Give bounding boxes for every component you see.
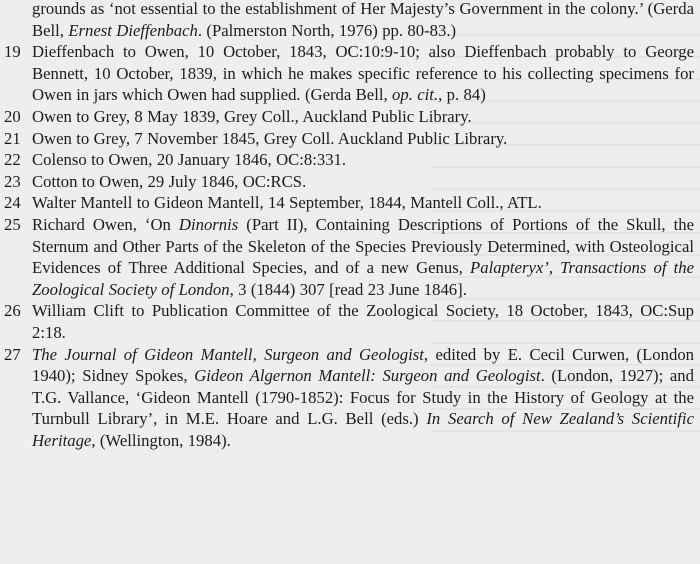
footnote-21 [0, 128, 700, 150]
footnote-text: Dieffenbach to Owen, 10 October, 1843, OC:10:9-10; also Dieffenbach probably to George Bennett, 10 October, 1839, in which he makes specific reference to his collecting specimens for Owen in jars which Owen had supplied. (Gerda Bell, op. cit., p. 84) [32, 42, 694, 105]
footnote-number: 25 [4, 214, 21, 234]
footnote-number: 19 [4, 42, 21, 62]
footnote-text: Cotton to Owen, 29 July 1846, OC:RCS. [32, 171, 307, 191]
footnote-number: 21 [4, 128, 21, 148]
footnote-text: Owen to Grey, 8 May 1839, Grey Coll., Auckland Public Library. [32, 106, 472, 126]
footnote-number: 22 [4, 150, 21, 170]
footnote-25 [0, 214, 700, 300]
footnote-19 [0, 41, 700, 106]
footnote-number: 20 [4, 106, 21, 126]
footnote-26 [0, 300, 700, 343]
footnote-27 [0, 344, 700, 452]
footnote-number: 27 [4, 344, 21, 364]
footnote-text: Walter Mantell to Gideon Mantell, 14 September, 1844, Mantell Coll., ATL. [32, 193, 542, 213]
footnote-text: grounds as ‘not essential to the establishment of Her Majesty’s Government in the colony.’ (Gerda Bell, Ernest Dieffenbach. (Palmerston North, 1976) pp. 80-83.) [32, 0, 694, 40]
footnote-text: Owen to Grey, 7 November 1845, Grey Coll. Auckland Public Library. [32, 128, 508, 148]
footnote-number: 23 [4, 171, 21, 191]
footnote-22 [0, 149, 700, 171]
footnote-number: 24 [4, 193, 21, 213]
footnote-number: 26 [4, 301, 21, 321]
footnote-text: The Journal of Gideon Mantell, Surgeon and Geologist, edited by E. Cecil Curwen, (London 1940); Sidney Spokes, Gideon Algernon Mantell: Surgeon and Geologist. (London, 1927); and T.G. Vallance, ‘Gideon Mantell (1790-1852): Focus for Study in the History of Geology at the Turnbull Library’, in M.E. Hoare and L.G. Bell (eds.) In Search of New Zealand’s Scientific Heritage, (Wellington, 1984). [32, 344, 695, 450]
footnote-23 [0, 171, 700, 193]
footnote-continuation [0, 0, 700, 41]
footnote-text: Colenso to Owen, 20 January 1846, OC:8:331. [32, 150, 347, 170]
footnote-24 [0, 192, 700, 214]
footnote-text: William Clift to Publication Committee of the Zoological Society, 18 October, 1843, OC:Sup 2:18. [32, 301, 694, 342]
footnote-20 [0, 106, 700, 128]
footnote-text: Richard Owen, ‘On Dinornis (Part II), Containing Descriptions of Portions of the Skull, the Sternum and Other Parts of the Skeleton of the Species Previously Determined, with Osteological Evidences of Three Additional Species, and of a new Genus, Palapteryx’, Transactions of the Zoological Society of London, 3 (1844) 307 [read 23 June 1846]. [32, 214, 694, 299]
